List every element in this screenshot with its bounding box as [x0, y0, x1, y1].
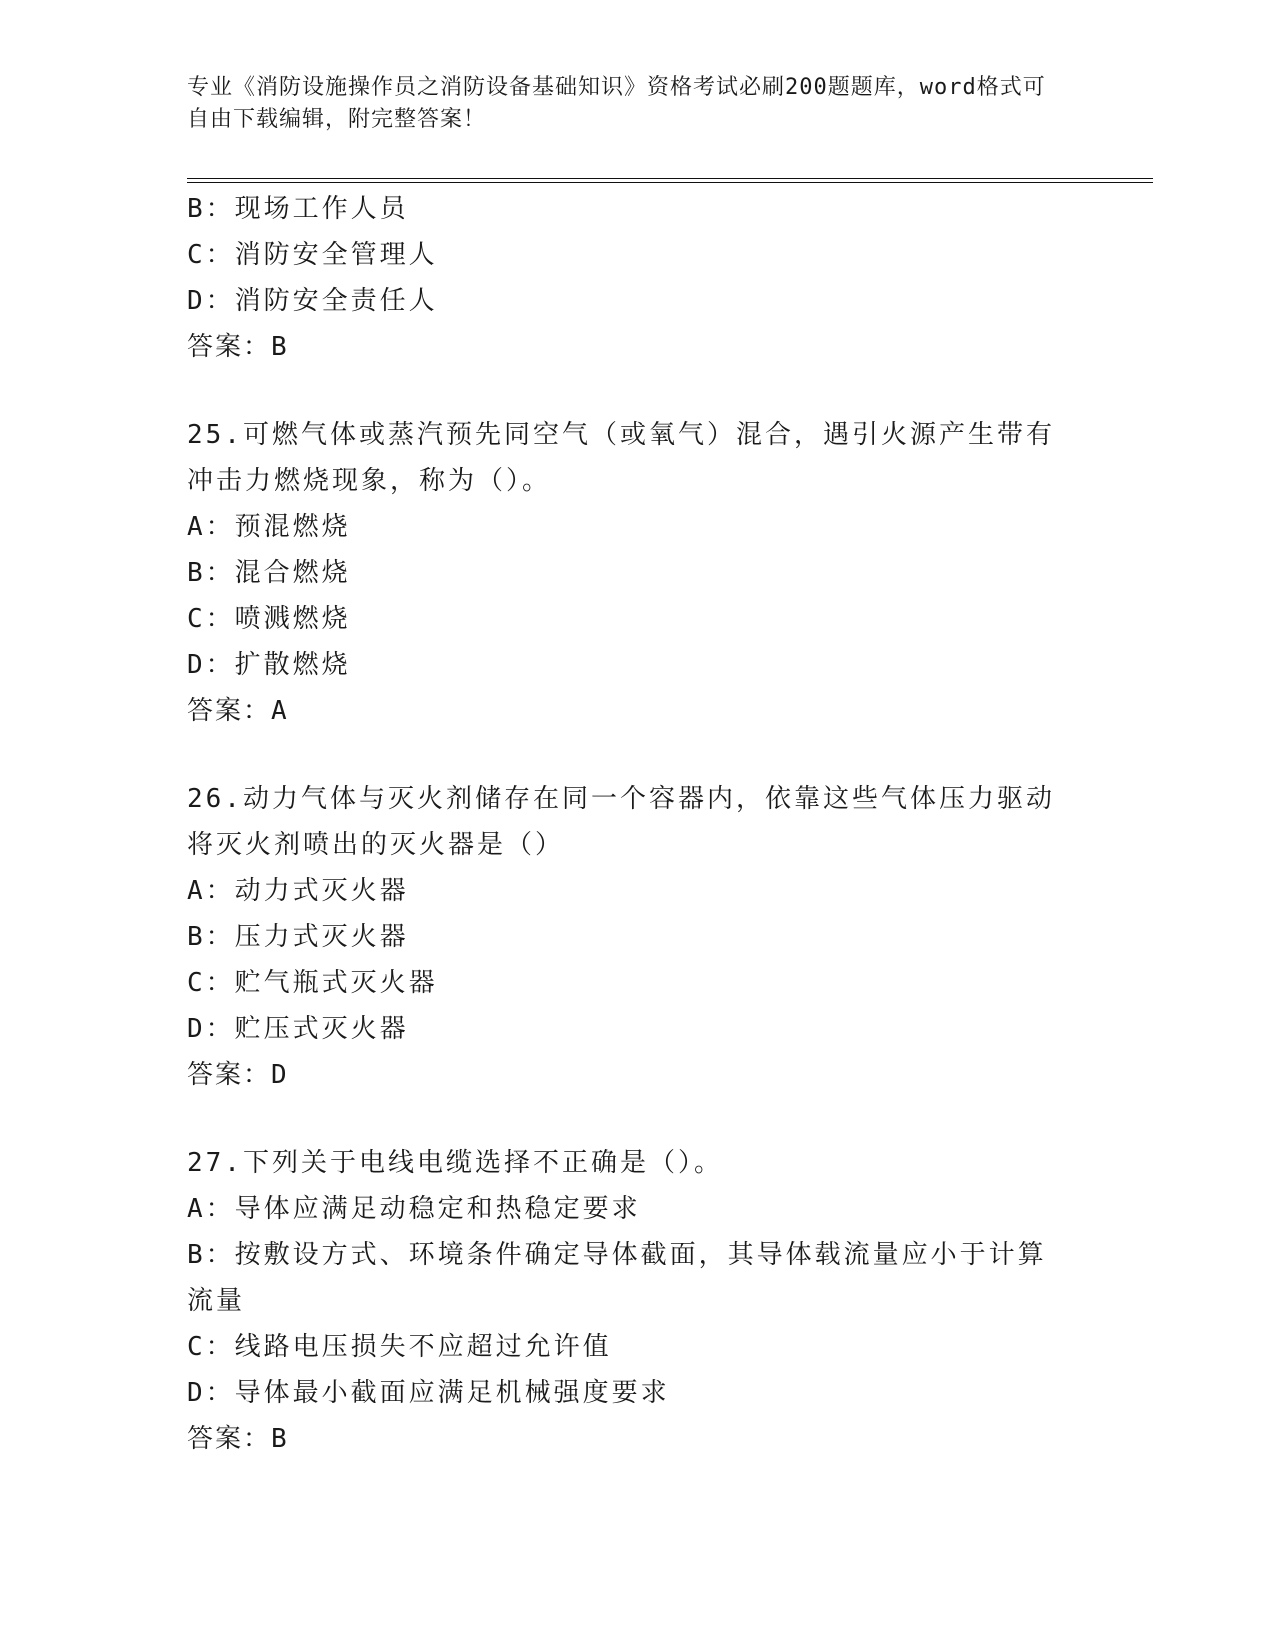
option-b: B：混合燃烧	[187, 558, 351, 588]
option-c: C：线路电压损失不应超过允许值	[187, 1332, 612, 1362]
option-d: D：贮压式灭火器	[187, 1014, 409, 1044]
option-d: D：扩散燃烧	[187, 650, 351, 680]
question-stem: 25.可燃气体或蒸汽预先同空气（或氧气）混合，遇引火源产生带有冲击力燃烧现象，称为（）。	[187, 420, 1055, 496]
option-c: C：喷溅燃烧	[187, 604, 351, 634]
answer-line: 答案：A	[187, 696, 289, 726]
option-d: D：导体最小截面应满足机械强度要求	[187, 1378, 670, 1408]
option-b: B：按敷设方式、环境条件确定导体截面，其导体载流量应小于计算流量	[187, 1240, 1047, 1316]
answer-line: 答案：D	[187, 1060, 289, 1090]
option-c: C：贮气瓶式灭火器	[187, 968, 438, 998]
header-rule-bottom	[187, 182, 1153, 183]
question-25	[187, 412, 1067, 734]
option-c: C：消防安全管理人	[187, 240, 438, 270]
question-stem: 26.动力气体与灭火剂储存在同一个容器内，依靠这些气体压力驱动将灭火剂喷出的灭火器是（）	[187, 784, 1055, 860]
document-header: 专业《消防设施操作员之消防设备基础知识》资格考试必刷200题题库，word格式可自由下载编辑，附完整答案！	[187, 75, 1046, 132]
option-b: B：现场工作人员	[187, 194, 409, 224]
previous-question-tail	[187, 186, 1067, 370]
option-d: D：消防安全责任人	[187, 286, 438, 316]
question-stem: 27.下列关于电线电缆选择不正确是（）。	[187, 1148, 723, 1178]
answer-line: 答案：B	[187, 1424, 289, 1454]
question-26	[187, 776, 1067, 1098]
option-b: B：压力式灭火器	[187, 922, 409, 952]
option-a: A：导体应满足动稳定和热稳定要求	[187, 1194, 641, 1224]
option-a: A：预混燃烧	[187, 512, 351, 542]
answer-line: 答案：B	[187, 332, 289, 362]
option-a: A：动力式灭火器	[187, 876, 409, 906]
header-rule-top	[187, 178, 1153, 179]
question-list	[187, 186, 1067, 1462]
question-27	[187, 1140, 1067, 1462]
